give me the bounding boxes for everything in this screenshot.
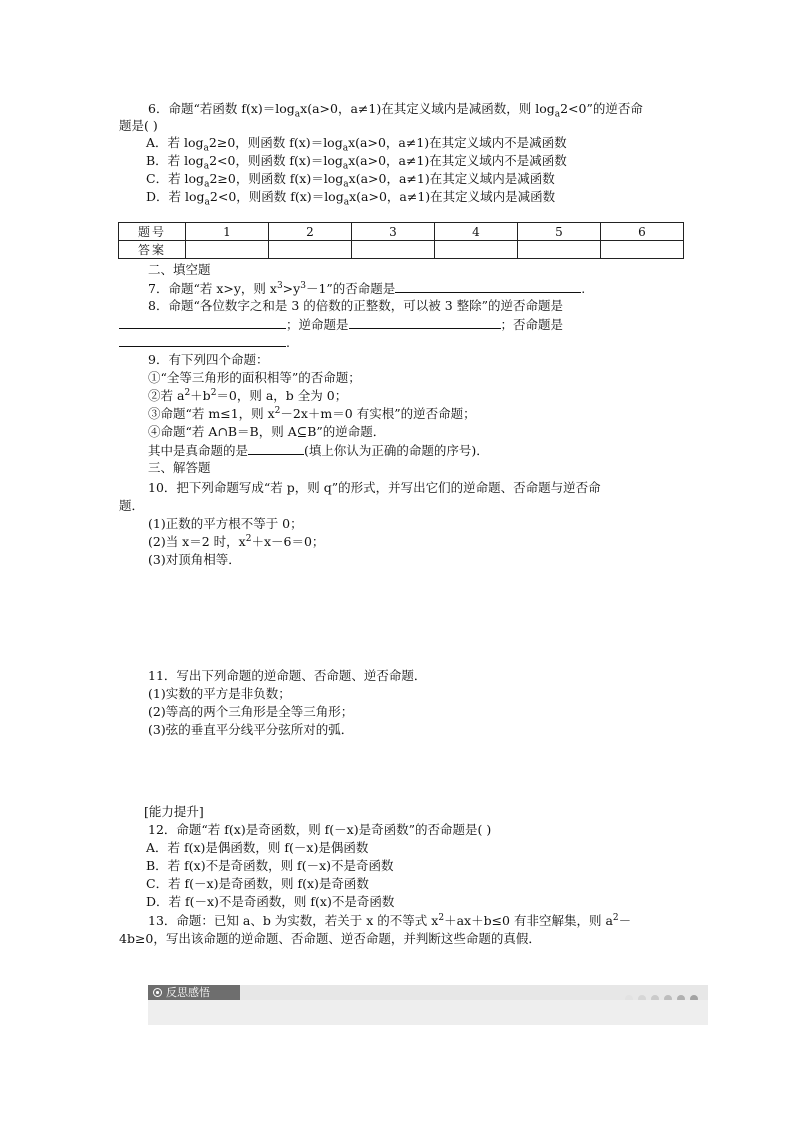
q6-option-c: C．若 $\log_a2\ge 0$，则函数 $f(x)=\log_ax(a>0$，a≠1)在其定义域内是减函数 — [146, 171, 555, 190]
section-solutions: 三、解答题 — [148, 460, 211, 475]
reflection-panel — [148, 985, 708, 1025]
q11-stem: 11．写出下列命题的逆命题、否命题、逆否命题． — [148, 668, 427, 683]
q10-sub-3: (3)对顶角相等． — [148, 552, 241, 567]
q6-option-d: D．若 $\log_a2<0$，则函数 $f(x)=\log_ax(a>0$，a≠1)在其定义域内是减函数 — [146, 189, 556, 208]
q9-item-4: ④命题“若 A∩B＝B，则 A⊆B”的逆命题． — [148, 424, 386, 439]
reflection-writing-area[interactable] — [148, 1000, 708, 1025]
q11-sub-3: (3)弦的垂直平分线平分弦所对的弧． — [148, 722, 354, 737]
answer-table-answer-header: 答案 — [119, 241, 186, 259]
answer-table-number: 1 — [186, 223, 269, 241]
q6-option-a: A．若 $\log_a2\ge 0$，则函数 $f(x)=\log_ax(a>0$，a≠1)在其定义域内不是减函数 — [146, 135, 567, 154]
target-icon — [153, 988, 162, 997]
q10-stem-cont: 题． — [119, 498, 145, 513]
answer-cell[interactable] — [186, 241, 269, 259]
q8-contrapositive-blank[interactable] — [119, 316, 286, 329]
q7-answer-blank[interactable] — [395, 280, 581, 293]
q10-sub-2: (2)当 x＝2 时，$x^2+x-6=0$； — [148, 533, 325, 549]
reflection-title: 反思感悟 — [166, 986, 210, 999]
q9-answer-blank[interactable] — [248, 442, 304, 455]
q12-option-c: C．若 f(－x)是奇函数，则 f(x)是奇函数 — [146, 876, 369, 891]
q13-line2: 4b≥0，写出该命题的逆命题、否命题、逆否命题，并判断这些命题的真假． — [119, 931, 541, 946]
q11-sub-2: (2)等高的两个三角形是全等三角形； — [148, 704, 354, 719]
answer-table-number: 5 — [518, 223, 601, 241]
q7: 7．命题“若 x>y，则 $x^3>y^3-1$”的否命题是 . — [148, 280, 586, 296]
q11-sub-1: (1)实数的平方是非负数； — [148, 686, 291, 701]
q13-line1: 13．命题：已知 a、b 为实数，若关于 x 的不等式 $x^2+ax+b\le 0$ 有非空解集，则 $a^2-$ — [148, 912, 632, 928]
q12-option-b: B．若 f(x)不是奇函数，则 f(－x)不是奇函数 — [146, 858, 394, 873]
q12-option-a: A．若 f(x)是偶函数，则 f(－x)是偶函数 — [146, 840, 369, 855]
q8-line1: 8．命题“各位数字之和是 3 的倍数的正整数，可以被 3 整除”的逆否命题是 — [148, 298, 564, 313]
ability-heading: [能力提升] — [144, 804, 204, 819]
q9-item-3: ③命题“若 m≤1，则 $x^2-2x+m=0$ 有实根”的逆否命题； — [148, 405, 476, 421]
q10-stem: 10．把下列命题写成“若 p，则 q”的形式，并写出它们的逆命题、否命题与逆否命 — [148, 480, 601, 495]
reflection-tag — [148, 985, 240, 1000]
q8-inverse-blank[interactable] — [119, 334, 286, 347]
answer-table-number-header: 题号 — [119, 223, 186, 241]
q10-sub-1: (1)正数的平方根不等于 0； — [148, 516, 303, 531]
q8-converse-blank[interactable] — [349, 316, 501, 329]
answer-cell[interactable] — [269, 241, 352, 259]
answer-cell[interactable] — [601, 241, 684, 259]
q12-option-d: D．若 f(－x)不是奇函数，则 f(x)不是奇函数 — [146, 894, 395, 909]
q9-item-1: ①“全等三角形的面积相等”的否命题； — [148, 370, 361, 385]
q9-stem: 9．有下列四个命题： — [148, 352, 269, 367]
q8-line3: . — [119, 334, 290, 351]
answer-table — [118, 222, 684, 259]
answer-table-answer-row — [119, 241, 684, 259]
answer-table-number: 6 — [601, 223, 684, 241]
section-fill-in: 二、填空题 — [148, 262, 211, 277]
answer-cell[interactable] — [352, 241, 435, 259]
q6-stem-cont: 题是( ) — [119, 118, 158, 133]
q12-stem: 12．命题“若 f(x)是奇函数，则 f(－x)是奇函数”的否命题是( ) — [148, 822, 492, 837]
answer-table-number: 4 — [435, 223, 518, 241]
q8-line2: ；逆命题是 ；否命题是 — [119, 316, 563, 333]
q6-stem: 6．命题“若函数 $f(x)=\log_ax(a>0$，a≠1)在其定义域内是减函数，则 $\log_a2<0$”的逆否命 — [148, 101, 643, 120]
answer-table-number: 2 — [269, 223, 352, 241]
answer-table-number-row — [119, 223, 684, 241]
answer-cell[interactable] — [435, 241, 518, 259]
answer-table-number: 3 — [352, 223, 435, 241]
answer-cell[interactable] — [518, 241, 601, 259]
q6-option-b: B．若 $\log_a2<0$，则函数 $f(x)=\log_ax(a>0$，a≠1)在其定义域内不是减函数 — [146, 153, 567, 172]
q9-ask: 其中是真命题的是 (填上你认为正确的命题的序号)． — [148, 443, 489, 458]
q9-item-2: ②若 $a^2+b^2=0$，则 a，b 全为 0； — [148, 387, 348, 403]
